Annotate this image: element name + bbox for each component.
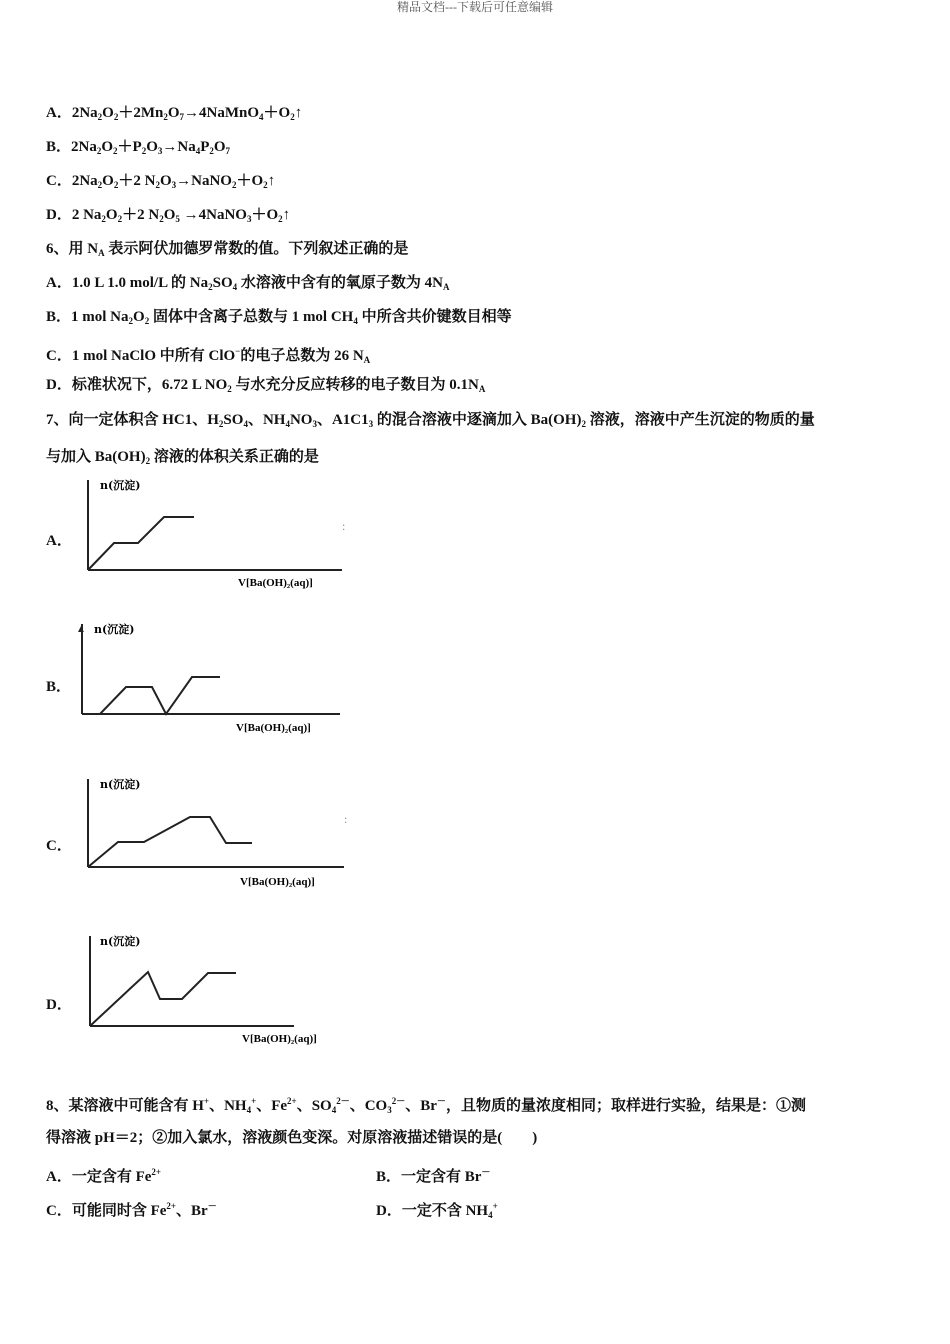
q8-stem-line1: 8、某溶液中可能含有 H+、$NH_4^+$、$Fe^{2+}$、$SO_4^{2-}$、$CO_3^{2-}$、Br－，且物质的量浓度相同；取样进行实验，结果是：①测 xyxy=(46,1096,806,1115)
q7-stem-line1: 7、向一定体积含 HC1、$H_2SO_4$、$NH_4NO_3$、$A1C1_3$ 的混合溶液中逐滴加入 $Ba(OH)_2$ 溶液，溶液中产生沉淀的物质的量 xyxy=(46,412,815,429)
q7-graph-b-xlabel: V[Ba(OH)₂(aq)] xyxy=(236,722,311,734)
q8-option-d: D．一定不含 $NH_4^+$ xyxy=(376,1201,498,1220)
q7-graph-b xyxy=(72,620,352,740)
q7-graph-a-xlabel: V[Ba(OH)₂(aq)] xyxy=(238,577,313,589)
q7-graph-b-label: B． xyxy=(46,679,72,695)
q5-option-b: B．$2Na_2O_2+P_2O_3\to Na_4P_2O_7$ xyxy=(46,139,231,156)
q6-stem: 6、用 $N_A$ 表示阿伏加德罗常数的值。下列叙述正确的是 xyxy=(46,241,409,258)
q6-option-c: C．1 mol NaClO 中所有 ClO−的电子总数为 26 $N_A$ xyxy=(46,346,371,365)
q6-option-a: A．1.0 L 1.0 mol/L 的 $Na_2SO_4$ 水溶液中含有的氧原子数为 $4N_A$ xyxy=(46,275,450,292)
q8-option-b: B．一定含有 Br－ xyxy=(376,1167,491,1185)
q7-graph-c-ylabel: n(沉淀) xyxy=(100,778,141,791)
q7-graph-c-label: C． xyxy=(46,838,72,854)
q7-graph-d-xlabel: V[Ba(OH)₂(aq)] xyxy=(242,1033,317,1045)
q8-option-c: C．可能同时含 $Fe^{2+}$、Br－ xyxy=(46,1201,217,1219)
q7-graph-d-label: D． xyxy=(46,997,72,1013)
q7-graph-b-ylabel: n(沉淀) xyxy=(94,623,135,636)
svg-text:▲: ▲ xyxy=(76,624,86,635)
q8-stem-line2: 得溶液 pH＝2；②加入氯水，溶液颜色变深。对原溶液描述错误的是( ) xyxy=(46,1130,538,1146)
q7-graph-d xyxy=(78,932,358,1050)
q8-option-a: A．一定含有 $Fe^{2+}$ xyxy=(46,1167,162,1185)
q7-graph-d-ylabel: n(沉淀) xyxy=(100,935,141,948)
q5-option-d: D．2 $Na_2O_2+2$ $N_2O_5$ $\to 4NaNO_3+O_2↑$ xyxy=(46,207,291,224)
q7-graph-c xyxy=(76,775,356,893)
page-header: 精品文档---下载后可任意编辑 xyxy=(397,0,553,14)
q7-stem-line2: 与加入 $Ba(OH)_2$ 溶液的体积关系正确的是 xyxy=(46,449,319,466)
q7-graph-a-label: A． xyxy=(46,533,72,549)
q7-graph-a xyxy=(76,476,356,594)
q7-graph-a-ylabel: n(沉淀) xyxy=(100,479,141,492)
q7-graph-c-xlabel: V[Ba(OH)₂(aq)] xyxy=(240,876,315,888)
q5-option-a: A．$2Na_2O_2+2Mn_2O_7\to 4NaMnO_4+O_2↑$ xyxy=(46,105,303,122)
svg-text::: : xyxy=(342,519,346,533)
svg-text::: : xyxy=(344,812,348,826)
q6-option-d: D．标准状况下，6.72 L $NO_2$ 与水充分反应转移的电子数目为 $0.1N_A$ xyxy=(46,377,486,394)
q6-option-b: B．1 mol $Na_2O_2$ 固体中含离子总数与 1 mol $CH_4$ 中所含共价键数目相等 xyxy=(46,309,512,326)
q5-option-c: C．$2Na_2O_2+2$ $N_2O_3\to NaNO_2+O_2↑$ xyxy=(46,173,276,190)
